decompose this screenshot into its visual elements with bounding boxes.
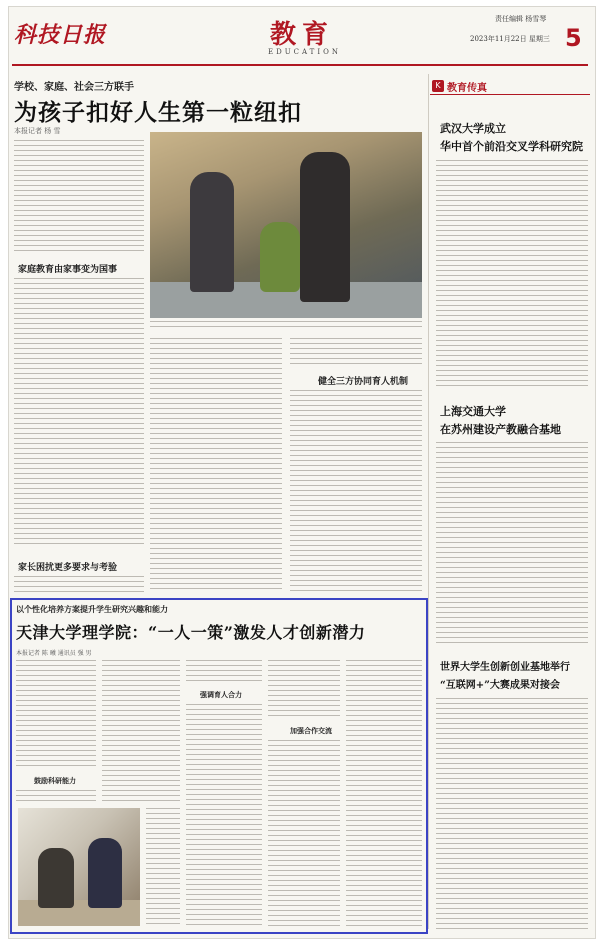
bottom-article-body-col1 <box>16 660 96 770</box>
bottom-article-byline: 本报记者 陈 曦 通讯员 强 男 <box>16 650 92 657</box>
story-body <box>436 698 588 930</box>
bottom-article-body-col1b <box>16 790 96 804</box>
edition-info: 责任编辑 杨雪琴 <box>495 15 547 23</box>
story-body <box>436 160 588 390</box>
top-article-byline: 本报记者 杨 雪 <box>14 127 61 135</box>
column-header: 教育传真 <box>447 83 487 94</box>
top-article-subhead: 家长困扰更多要求与考验 <box>18 563 118 573</box>
column-badge-icon: K <box>432 80 444 92</box>
story-title: 世界大学生创新创业基地举行 <box>440 662 570 673</box>
story-title: 武汉大学成立 <box>440 122 506 135</box>
top-article-body-col1b <box>14 278 144 544</box>
bottom-article-kicker: 以个性化培养方案提升学生研究兴趣和能力 <box>16 604 168 614</box>
story-title: 上海交通大学 <box>440 405 506 418</box>
section-title-en: EDUCATION <box>268 48 341 56</box>
bottom-article-body-col5 <box>346 660 422 926</box>
top-article-body-col1c <box>14 576 144 592</box>
bottom-article-body-col4b <box>268 740 340 926</box>
bottom-article-body-col3b <box>186 704 262 926</box>
bottom-article-body-col3 <box>186 660 262 684</box>
masthead-rule <box>12 64 588 66</box>
story-body <box>436 442 588 646</box>
story-title: “互联网+”大赛成果对接会 <box>440 680 560 691</box>
bottom-article-body-col4 <box>268 660 340 720</box>
column-divider <box>428 74 429 929</box>
top-article-kicker: 学校、家庭、社会三方联手 <box>14 82 134 93</box>
section-title: 教育 <box>270 20 335 50</box>
bottom-article-body-col2b <box>146 808 180 926</box>
bottom-article-body-col2 <box>102 660 180 804</box>
top-article-body-col1 <box>14 140 144 254</box>
bottom-article-subhead: 强调育人合力 <box>200 690 242 699</box>
top-article-body-col3b <box>290 390 422 592</box>
story-title: 在苏州建设产教融合基地 <box>440 423 561 436</box>
family-photo <box>150 132 422 318</box>
bottom-article-headline: 天津大学理学院：“一人一策”激发人才创新潜力 <box>16 623 366 642</box>
top-article-body-col3a <box>290 338 422 368</box>
students-photo <box>18 808 140 926</box>
top-article-subhead: 健全三方协同育人机制 <box>318 377 409 387</box>
top-article-body-col2 <box>150 338 282 592</box>
newspaper-brand: 科技日报 <box>14 22 107 48</box>
bottom-article-subhead: 加强合作交流 <box>290 726 332 735</box>
issue-date: 2023年11月22日 星期三 <box>470 35 550 43</box>
top-article-headline: 为孩子扣好人生第一粒纽扣 <box>14 99 302 126</box>
top-article-subhead: 家庭教育由家事变为国事 <box>18 265 118 275</box>
bottom-article-subhead: 鼓励科研能力 <box>34 776 76 785</box>
story-title: 华中首个前沿交叉学科研究院 <box>440 140 583 153</box>
photo-caption <box>150 321 422 331</box>
page-number: 5 <box>565 24 582 52</box>
